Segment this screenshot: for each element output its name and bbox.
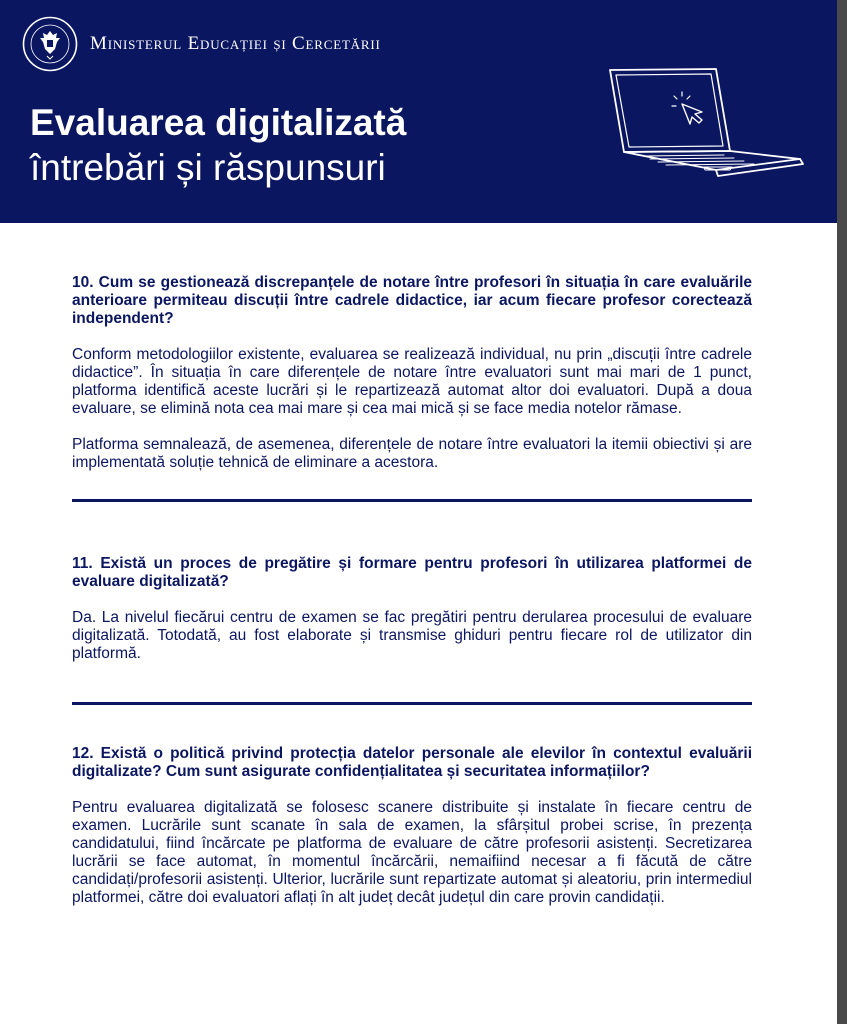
ministry-name: Ministerul Educației și Cercetării	[90, 33, 381, 54]
faq-question: 12. Există o politică privind protecția datelor personale ale elevilor în contextul evaluării digitalizate? Cum sunt asigurate confidențialitatea și securitatea informațiilor?	[72, 745, 752, 780]
page-title: Evaluarea digitalizată	[30, 102, 407, 143]
faq-answer: Pentru evaluarea digitalizată se folosesc scanere distribuite și instalate în fiecare centru de examen. Lucrările sunt scanate în sala de examen, la sfârșitul probei scrise, în prezența candidatului, fiind încărcate pe platforma de evaluare de către profesorii asistenți. Secretizarea lucrării se face automat, în momentul încărcării, nemaifiind necesar a fi făcută de către candidați/profesorii asistenți. Ulterior, lucrările sunt repartizate automat și aleatoriu, prin intermediul platformei, către doi evaluatori aflați în alt județ decât județul din care provin candidații.	[72, 799, 752, 906]
faq-question: 11. Există un proces de pregătire și formare pentru profesori în utilizarea platformei de evaluare digitalizată?	[72, 555, 752, 590]
faq-item-12	[72, 745, 752, 907]
faq-answer: Platforma semnalează, de asemenea, diferențele de notare între evaluatori la itemii obiectivi și are implementată soluție tehnică de eliminare a acestora.	[72, 436, 752, 471]
section-divider	[72, 702, 752, 705]
page-subtitle: întrebări și răspunsuri	[30, 147, 386, 188]
section-divider	[72, 499, 752, 502]
faq-answer: Da. La nivelul fiecărui centru de examen se fac pregătiri pentru derularea procesului de evaluare digitalizată. Totodată, au fost elaborate și transmise ghiduri pentru fiecare rol de utilizator din platformă.	[72, 609, 752, 662]
faq-item-11	[72, 555, 752, 663]
faq-question: 10. Cum se gestionează discrepanțele de notare între profesori în situația în care evaluările anterioare permiteau discuții între cadrele didactice, iar acum fiecare profesor corectează independent?	[72, 274, 752, 327]
faq-content	[72, 274, 752, 907]
government-emblem-icon	[22, 16, 78, 72]
faq-answer: Conform metodologiilor existente, evaluarea se realizează individual, nu prin „discuții între cadrele didactice”. În situația în care diferențele de notare între evaluatori sunt mai mari de 1 punct, platforma identifică aceste lucrări și le repartizează automat altor doi evaluatori. După a doua evaluare, se elimină nota cea mai mare și cea mai mică și se face media notelor rămase.	[72, 346, 752, 417]
faq-item-10	[72, 274, 752, 472]
laptop-icon	[604, 66, 806, 196]
header-banner	[0, 0, 837, 223]
